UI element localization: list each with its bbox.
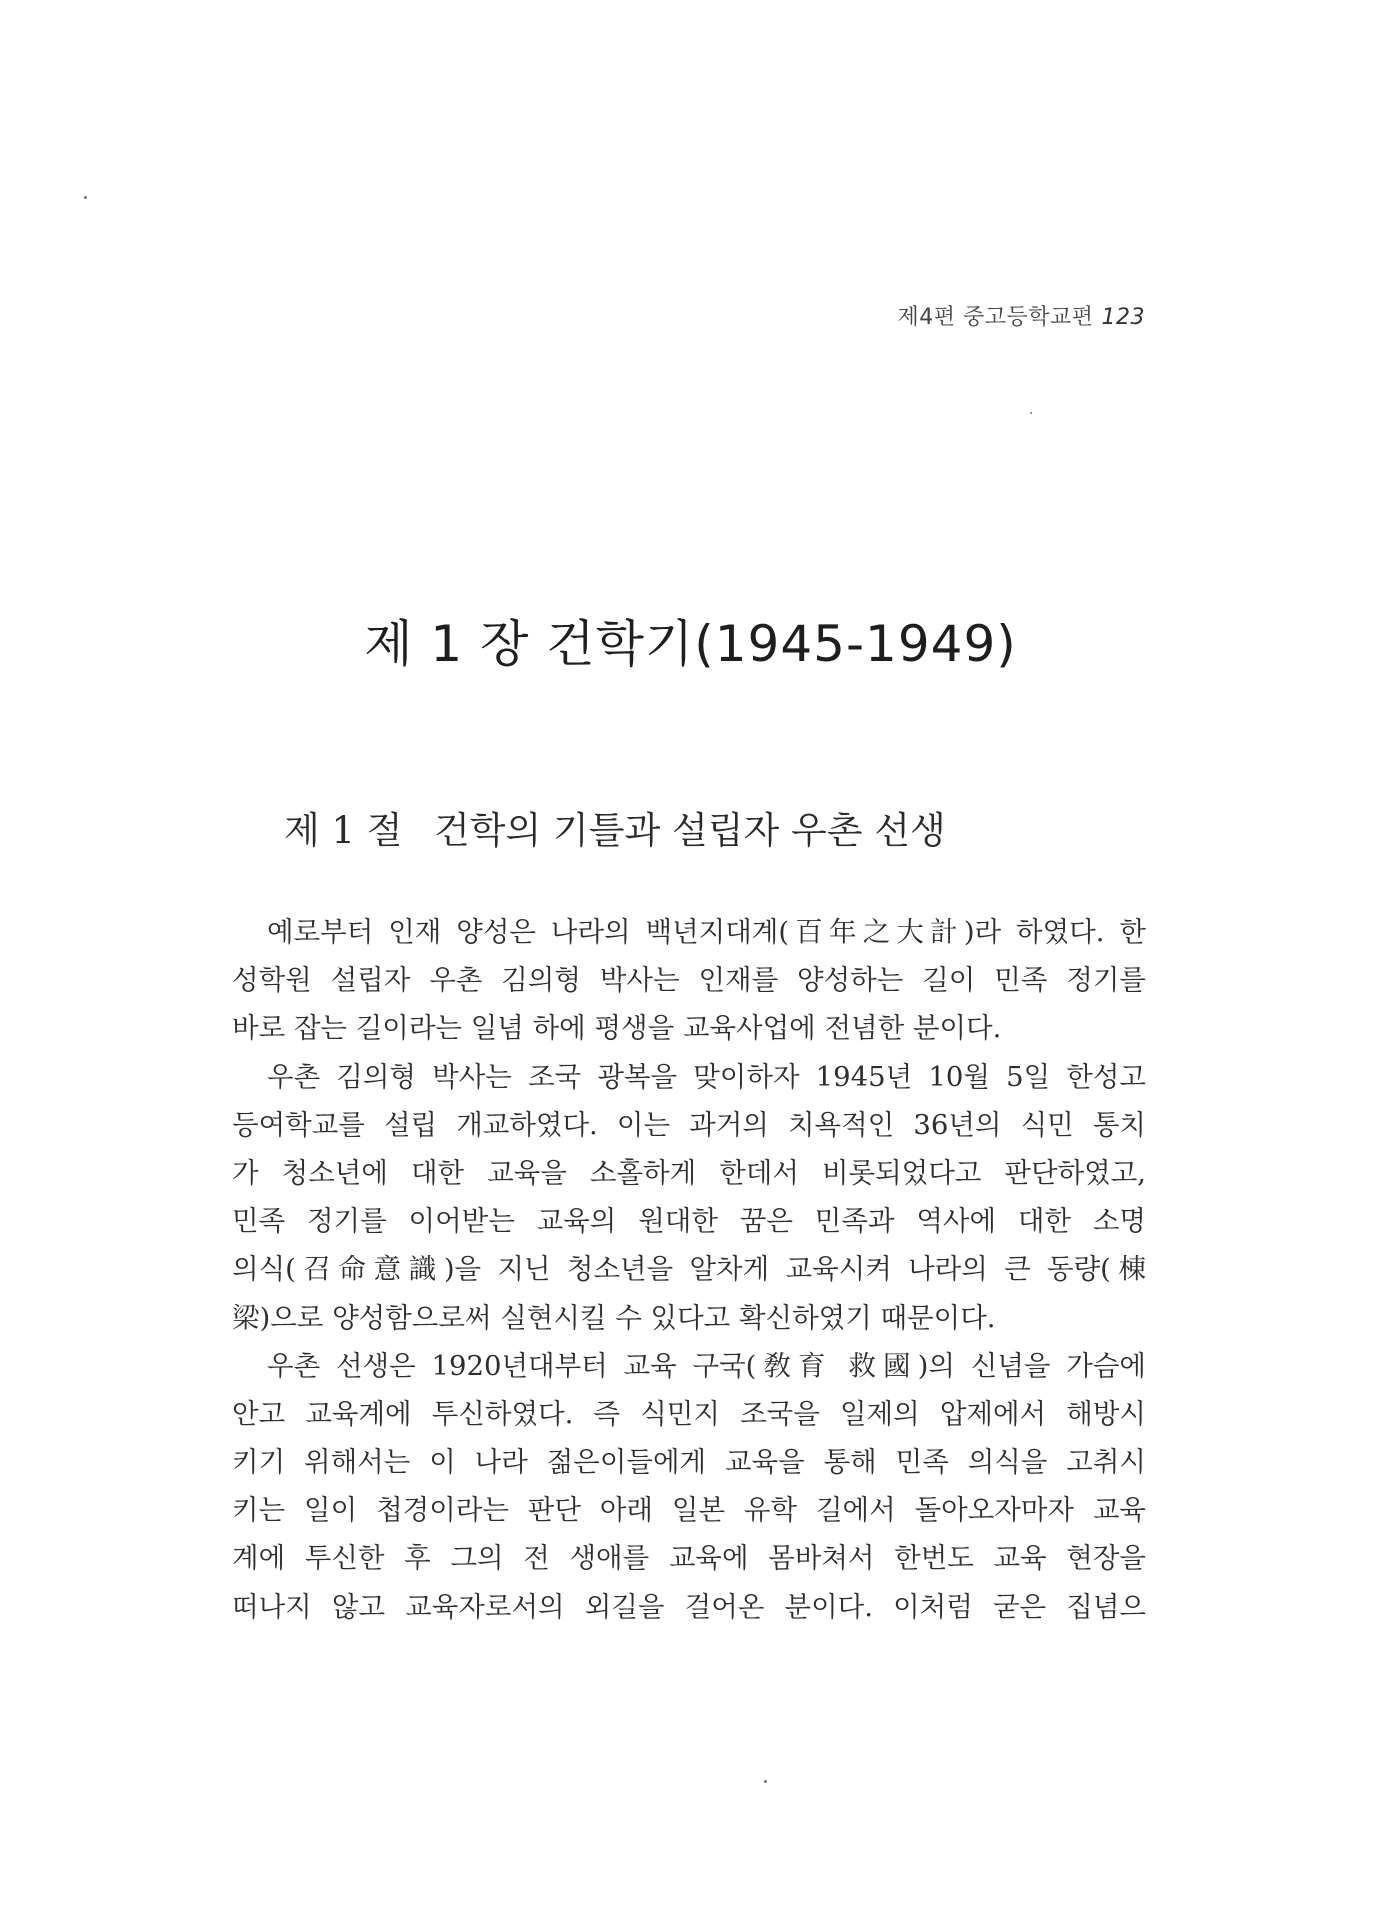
body-line: 민족 정기를 이어받는 교육의 원대한 꿈은 민족과 역사에 대한 소명 [232,1205,1146,1238]
body-line: 우촌 김의형 박사는 조국 광복을 맞이하자 1945년 10월 5일 한성고 [267,1060,1146,1093]
body-line: 우촌 선생은 1920년대부터 교육 구국(敎育 救國)의 신념을 가슴에 [267,1349,1146,1382]
scan-speck [1030,412,1032,414]
scan-speck [84,196,87,199]
section-number: 제 1 절 [284,809,403,852]
page-number: 123 [1101,305,1145,330]
body-line: 계에 투신한 후 그의 전 생애를 교육에 몸바쳐서 한번도 교육 현장을 [232,1542,1146,1575]
section-heading [284,800,946,854]
body-line: 성학원 설립자 우촌 김의형 박사는 인재를 양성하는 길이 민족 정기를 [232,964,1146,997]
body-line: 키는 일이 첩경이라는 판단 아래 일본 유학 길에서 돌아오자마자 교육 [232,1494,1146,1527]
section-title: 건학의 기틀과 설립자 우촌 선생 [434,809,946,852]
body-line: 가 청소년에 대한 교육을 소홀하게 한데서 비롯되었다고 판단하였고, [232,1156,1146,1189]
scan-speck [764,1780,767,1783]
body-line: 예로부터 인재 양성은 나라의 백년지대계(百年之大計)라 하였다. 한 [267,916,1146,948]
running-header-title: 제4편 중고등학교편 [897,305,1094,330]
running-header [897,300,1145,331]
body-line: 키기 위해서는 이 나라 젊은이들에게 교육을 통해 민족 의식을 고취시 [232,1446,1146,1479]
body-line: 등여학교를 설립 개교하였다. 이는 과거의 치욕적인 36년의 식민 통치 [232,1108,1146,1141]
body-line: 梁)으로 양성함으로써 실현시킬 수 있다고 확신하였기 때문이다. [232,1301,996,1334]
body-line: 의식(召命意識)을 지닌 청소년을 알차게 교육시켜 나라의 큰 동량(棟 [232,1253,1146,1286]
body-line: 바로 잡는 길이라는 일념 하에 평생을 교육사업에 전념한 분이다. [232,1012,1002,1045]
body-line: 안고 교육계에 투신하였다. 즉 식민지 조국을 일제의 압제에서 해방시 [232,1397,1146,1430]
body-line: 떠나지 않고 교육자로서의 외길을 걸어온 분이다. 이처럼 굳은 집념으 [232,1590,1146,1623]
chapter-title: 제 1 장 건학기(1945-1949) [364,615,1017,673]
body-text [232,908,1146,1631]
